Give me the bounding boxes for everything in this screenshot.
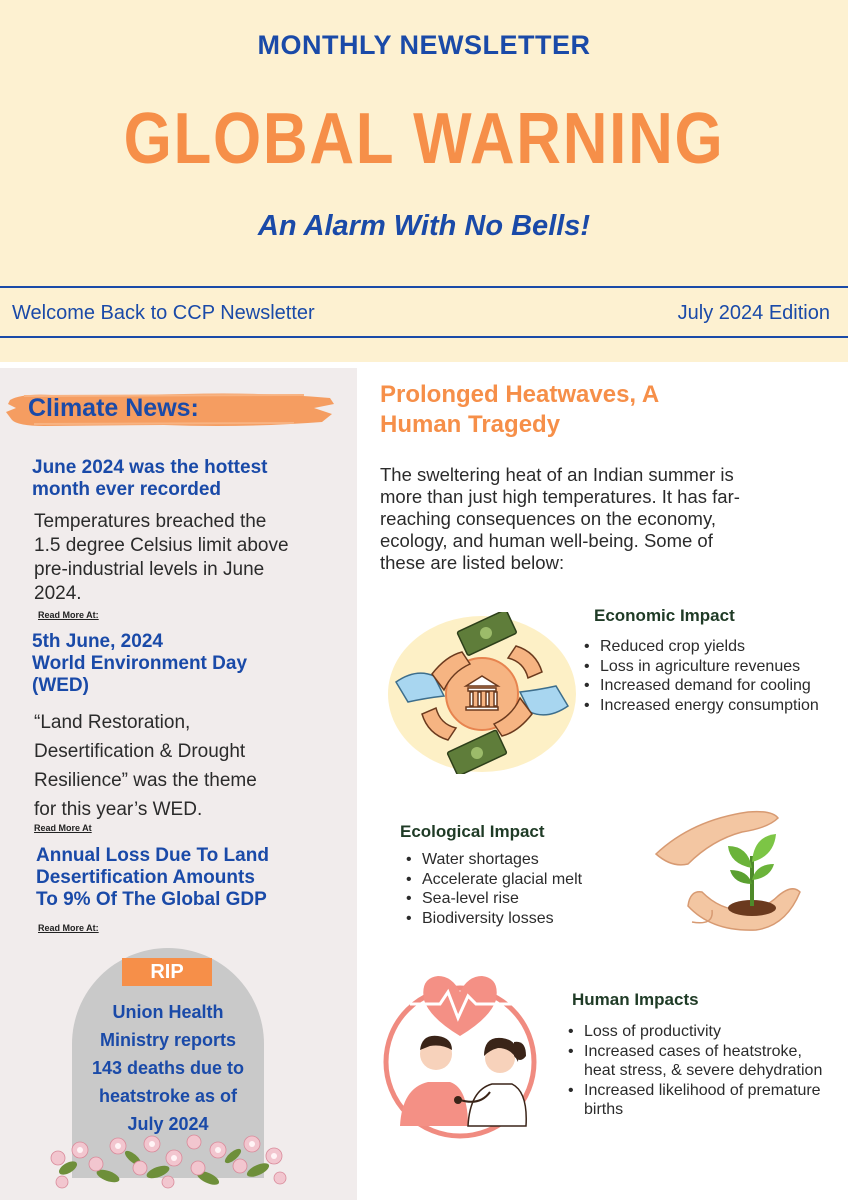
- news-headline-1: [32, 457, 267, 501]
- body-line: pre-industrial levels in June: [34, 559, 265, 580]
- news-body-2: [34, 708, 257, 824]
- article-intro: [380, 464, 825, 574]
- body-line: for this year’s WED.: [34, 799, 203, 820]
- title-line: Prolonged Heatwaves, A: [380, 381, 660, 408]
- read-more-link-1[interactable]: Read More At:: [38, 610, 99, 620]
- economic-impact-heading: Economic Impact: [594, 606, 735, 625]
- economic-impact-list: [584, 637, 824, 715]
- news-body-1: [34, 510, 289, 606]
- rip-text: [72, 998, 264, 1138]
- body-line: “Land Restoration,: [34, 712, 191, 733]
- tagline: An Alarm With No Bells!: [257, 210, 591, 242]
- headline-line: 5th June, 2024: [32, 631, 163, 652]
- read-more-link-3[interactable]: Read More At:: [38, 923, 99, 933]
- list-item: • Increased likelihood of premature births: [568, 1081, 830, 1120]
- doctor-patient-icon: [380, 966, 542, 1142]
- body-line: 2024.: [34, 583, 82, 604]
- list-item: • Increased energy consumption: [584, 696, 824, 716]
- list-item: • Increased cases of heatstroke, heat stress, & severe dehydration: [568, 1042, 830, 1081]
- list-item: • Water shortages: [406, 850, 646, 870]
- climate-news-label: Climate News:: [28, 394, 199, 422]
- rip-line: Union Health: [112, 1002, 224, 1022]
- body-line: Desertification & Drought: [34, 741, 246, 762]
- body-line: Temperatures breached the: [34, 511, 267, 532]
- headline-line: Annual Loss Due To Land: [36, 845, 269, 866]
- ecological-impact-list: [406, 850, 646, 928]
- rip-line: heatstroke as of: [98, 1086, 238, 1106]
- headline-line: month ever recorded: [32, 479, 221, 500]
- newsletter-label: MONTHLY NEWSLETTER: [257, 30, 591, 60]
- ecological-impact-heading: Ecological Impact: [400, 822, 545, 841]
- intro-line: reaching consequences on the economy,: [380, 508, 716, 529]
- news-headline-2: [32, 631, 247, 697]
- intro-line: these are listed below:: [380, 552, 565, 573]
- newsletter-title: GLOBAL WARNING: [123, 99, 725, 179]
- list-item: • Sea-level rise: [406, 889, 646, 909]
- article-title: [380, 380, 820, 440]
- welcome-text: Welcome Back to CCP Newsletter: [12, 302, 315, 324]
- intro-line: The sweltering heat of an Indian summer is: [380, 464, 734, 485]
- money-hands-icon: [386, 612, 578, 774]
- rip-line: 143 deaths due to: [91, 1058, 245, 1078]
- headline-line: Desertification Amounts: [36, 867, 255, 888]
- body-line: 1.5 degree Celsius limit above: [34, 535, 289, 556]
- read-more-link-2[interactable]: Read More At: [34, 823, 92, 833]
- list-item: • Reduced crop yields: [584, 637, 824, 657]
- plant-hands-icon: [652, 806, 804, 942]
- rip-line: July 2024: [127, 1114, 209, 1134]
- headline-line: To 9% Of The Global GDP: [36, 889, 267, 910]
- headline-line: June 2024 was the hottest: [32, 457, 268, 478]
- list-item: • Increased demand for cooling: [584, 676, 824, 696]
- flowers-icon: [48, 1128, 288, 1192]
- intro-line: ecology, and human well-being. Some of: [380, 530, 713, 551]
- title-line: Human Tragedy: [380, 411, 561, 438]
- news-headline-3: [36, 845, 269, 911]
- body-line: Resilience” was the theme: [34, 770, 257, 791]
- headline-line: World Environment Day: [32, 653, 248, 674]
- list-item: • Loss of productivity: [568, 1022, 830, 1042]
- human-impacts-list: [568, 1022, 830, 1120]
- list-item: • Loss in agriculture revenues: [584, 657, 824, 677]
- intro-line: more than just high temperatures. It has far-: [380, 486, 740, 507]
- divider-top: [0, 286, 848, 288]
- rip-line: Ministry reports: [99, 1030, 237, 1050]
- rip-badge: RIP: [122, 958, 212, 986]
- edition-text: July 2024 Edition: [677, 302, 830, 324]
- list-item: • Accelerate glacial melt: [406, 870, 646, 890]
- list-item: • Biodiversity losses: [406, 909, 646, 929]
- human-impacts-heading: Human Impacts: [572, 990, 699, 1009]
- headline-line: (WED): [32, 675, 89, 696]
- divider-bottom: [0, 336, 848, 338]
